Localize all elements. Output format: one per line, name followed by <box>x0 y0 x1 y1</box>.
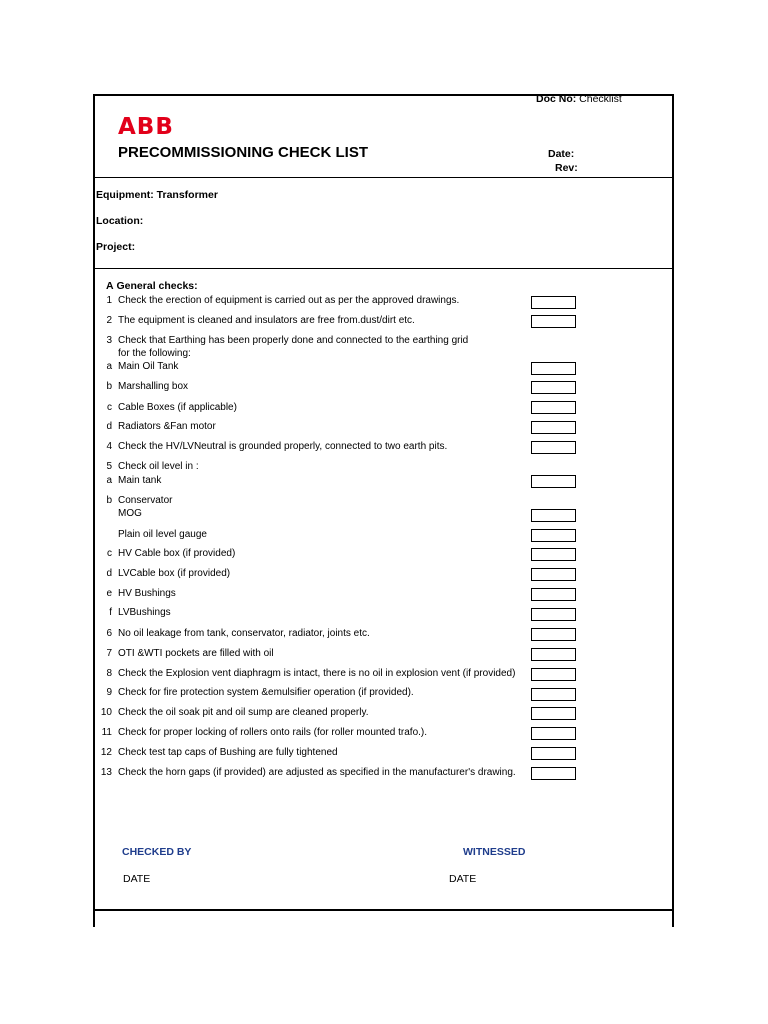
row-number: 1 <box>106 295 112 306</box>
row-text: Check the Explosion vent diaphragm is intact, there is no oil in explosion vent (if provided) <box>118 668 516 679</box>
location-label: Location: <box>96 215 144 227</box>
check-box[interactable] <box>531 727 576 740</box>
row-number: 13 <box>100 767 112 778</box>
row-number: 8 <box>106 668 112 679</box>
row-text: Check the erection of equipment is carried out as per the approved drawings. <box>118 295 460 306</box>
doc-number-value: Checklist <box>579 93 622 105</box>
check-box[interactable] <box>531 707 576 720</box>
check-box[interactable] <box>531 747 576 760</box>
row-number: 4 <box>106 441 112 452</box>
row-text: Cable Boxes (if applicable) <box>118 402 237 413</box>
doc-number-label: Doc No: <box>536 93 577 105</box>
row-number: 6 <box>106 628 112 639</box>
witnessed-date-label: DATE <box>449 873 477 885</box>
row-number: 7 <box>106 648 112 659</box>
row-text: Check the oil soak pit and oil sump are cleaned properly. <box>118 707 369 718</box>
check-box[interactable] <box>531 362 576 375</box>
document-frame <box>93 94 674 911</box>
check-box[interactable] <box>531 441 576 454</box>
row-text: Check for fire protection system &emulsifier operation (if provided). <box>118 687 414 698</box>
section-title: General checks: <box>116 280 198 292</box>
row-number: 10 <box>100 707 112 718</box>
row-number: 2 <box>106 315 112 326</box>
row-text: HV Cable box (if provided) <box>118 548 236 559</box>
doc-number <box>536 93 622 105</box>
row-number: 11 <box>101 727 112 738</box>
witnessed-label: WITNESSED <box>463 846 526 858</box>
row-number: f <box>109 607 112 618</box>
check-box[interactable] <box>531 688 576 701</box>
row-text: Plain oil level gauge <box>118 529 207 540</box>
project-label: Project: <box>96 241 136 253</box>
info-divider <box>93 268 674 269</box>
checked-date-label: DATE <box>123 873 151 885</box>
row-text: No oil leakage from tank, conservator, radiator, joints etc. <box>118 628 370 639</box>
check-box[interactable] <box>531 509 576 522</box>
checked-by-label: CHECKED BY <box>122 846 192 858</box>
row-number: 5 <box>106 461 112 472</box>
row-text: Check that Earthing has been properly done and connected to the earthing grid <box>118 335 469 346</box>
row-number: 12 <box>100 747 112 758</box>
section-letter: A <box>106 280 114 292</box>
equipment-label: Equipment: Transformer <box>96 189 218 201</box>
check-box[interactable] <box>531 648 576 661</box>
check-box[interactable] <box>531 767 576 780</box>
row-text: Main Oil Tank <box>118 361 179 372</box>
row-text: Check oil level in : <box>118 461 199 472</box>
row-text: Check the horn gaps (if provided) are adjusted as specified in the manufacturer's drawing. <box>118 767 516 778</box>
row-text: Marshalling box <box>118 381 189 392</box>
section-heading <box>106 280 198 292</box>
row-text: Main tank <box>118 475 162 486</box>
page-title: PRECOMMISSIONING CHECK LIST <box>118 144 369 161</box>
row-text: Check for proper locking of rollers onto rails (for roller mounted trafo.). <box>118 727 428 738</box>
row-text: Check test tap caps of Bushing are fully tightened <box>118 747 338 758</box>
row-text: HV Bushings <box>118 588 176 599</box>
check-box[interactable] <box>531 568 576 581</box>
row-number: d <box>106 421 112 432</box>
check-box[interactable] <box>531 668 576 681</box>
row-number: e <box>106 588 112 599</box>
rev-label: Rev: <box>555 162 578 174</box>
row-number: a <box>106 361 112 372</box>
row-text: Conservator <box>118 495 173 506</box>
row-number: 3 <box>106 335 112 346</box>
row-text: LVCable box (if provided) <box>118 568 231 579</box>
row-text: OTI &WTI pockets are filled with oil <box>118 648 274 659</box>
row-number: d <box>106 568 112 579</box>
check-box[interactable] <box>531 296 576 309</box>
row-number: b <box>106 381 112 392</box>
check-box[interactable] <box>531 401 576 414</box>
header-divider <box>93 177 674 178</box>
check-box[interactable] <box>531 529 576 542</box>
row-text: Check the HV/LVNeutral is grounded properly, connected to two earth pits. <box>118 441 448 452</box>
row-number: c <box>107 548 112 559</box>
check-box[interactable] <box>531 548 576 561</box>
row-text: The equipment is cleaned and insulators are free from.dust/dirt etc. <box>118 315 415 326</box>
frame-extension-left <box>93 909 95 927</box>
check-box[interactable] <box>531 421 576 434</box>
check-box[interactable] <box>531 381 576 394</box>
row-number: c <box>107 402 112 413</box>
check-box[interactable] <box>531 588 576 601</box>
row-number: a <box>106 475 112 486</box>
abb-logo: ABB <box>118 114 174 140</box>
row-text: Radiators &Fan motor <box>118 421 216 432</box>
check-box[interactable] <box>531 315 576 328</box>
row-number: 9 <box>106 687 112 698</box>
check-box[interactable] <box>531 628 576 641</box>
frame-extension-right <box>672 909 674 927</box>
check-box[interactable] <box>531 608 576 621</box>
row-text: LVBushings <box>118 607 171 618</box>
check-box[interactable] <box>531 475 576 488</box>
row-number: b <box>106 495 112 506</box>
row-text: for the following: <box>118 348 191 359</box>
row-text: MOG <box>118 508 142 519</box>
date-label: Date: <box>548 148 575 160</box>
